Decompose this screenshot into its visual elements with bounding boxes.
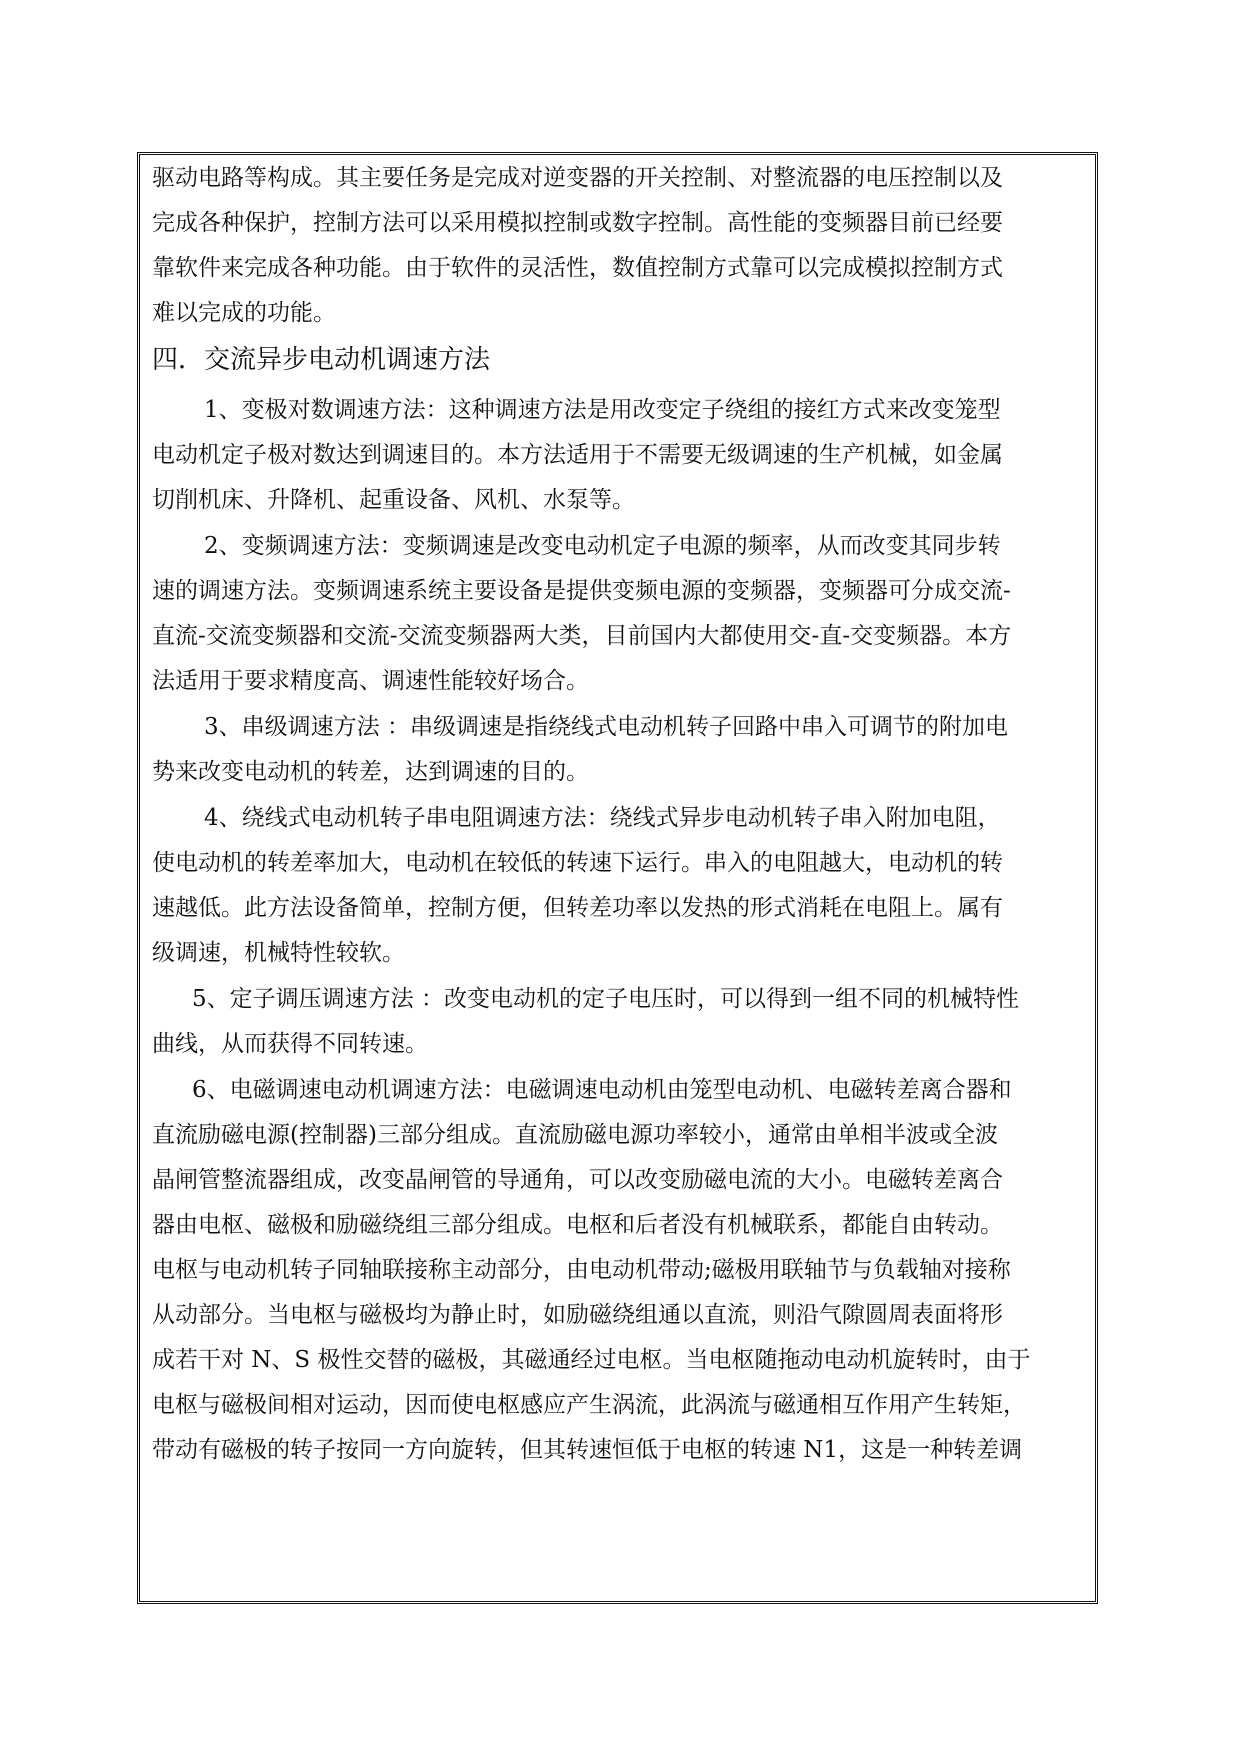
method-5-line-1: 5、定子调压调速方法 ：改变电动机的定子电压时，可以得到一组不同的机械特性 bbox=[192, 986, 1019, 1012]
intro-line-1: 驱动电路等构成。其主要任务是完成对逆变器的开关控制、对整流器的电压控制以及 bbox=[152, 165, 1003, 191]
method-6-line-1: 6、电磁调速电动机调速方法：电磁调速电动机由笼型电动机、电磁转差离合器和 bbox=[192, 1077, 1012, 1103]
intro-line-2: 完成各种保护，控制方法可以采用模拟控制或数字控制。高性能的变频器目前已经要 bbox=[152, 210, 1003, 236]
method-1-line-3: 切削机床、升降机、起重设备、风机、水泵等。 bbox=[152, 487, 635, 513]
section-heading: 四．交流异步电动机调速方法 bbox=[152, 345, 491, 375]
method-6-line-6: 从动部分。当电枢与磁极均为静止时，如励磁绕组通以直流，则沿气隙圆周表面将形 bbox=[152, 1302, 1003, 1328]
method-5-line-2: 曲线，从而获得不同转速。 bbox=[152, 1031, 428, 1057]
method-4-line-3: 速越低。此方法设备简单，控制方便，但转差功率以发热的形式消耗在电阻上。属有 bbox=[152, 895, 1003, 921]
method-4-line-2: 使电动机的转差率加大，电动机在较低的转速下运行。串入的电阻越大，电动机的转 bbox=[152, 850, 1003, 876]
method-4-line-4: 级调速，机械特性较软。 bbox=[152, 940, 405, 966]
method-6-line-5: 电枢与电动机转子同轴联接称主动部分，由电动机带动;磁极用联轴节与负载轴对接称 bbox=[152, 1257, 1011, 1283]
method-3-line-1: 3、串级调速方法 ：串级调速是指绕线式电动机转子回路中串入可调节的附加电 bbox=[204, 714, 1008, 740]
intro-line-3: 靠软件来完成各种功能。由于软件的灵活性，数值控制方式靠可以完成模拟控制方式 bbox=[152, 255, 1003, 281]
method-2-line-2: 速的调速方法。变频调速系统主要设备是提供变频电源的变频器，变频器可分成交流- bbox=[152, 578, 1011, 604]
method-6-line-2: 直流励磁电源(控制器)三部分组成。直流励磁电源功率较小，通常由单相半波或全波 bbox=[152, 1122, 998, 1148]
method-2-line-3: 直流-交流变频器和交流-交流变频器两大类，目前国内大都使用交-直-交变频器。本方 bbox=[152, 623, 1012, 649]
method-6-line-3: 晶闸管整流器组成，改变晶闸管的导通角，可以改变励磁电流的大小。电磁转差离合 bbox=[152, 1167, 1003, 1193]
method-1-line-1: 1、变极对数调速方法：这种调速方法是用改变定子绕组的接红方式来改变笼型 bbox=[204, 397, 1001, 423]
document-frame bbox=[137, 152, 1098, 1604]
method-6-line-7: 成若干对 N、S 极性交替的磁极，其磁通经过电枢。当电枢随拖动电动机旋转时，由于 bbox=[152, 1347, 1031, 1373]
method-1-line-2: 电动机定子极对数达到调速目的。本方法适用于不需要无级调速的生产机械，如金属 bbox=[152, 442, 1003, 468]
method-6-line-8: 电枢与磁极间相对运动，因而使电枢感应产生涡流，此涡流与磁通相互作用产生转矩， bbox=[152, 1392, 1026, 1418]
method-2-line-1: 2、变频调速方法：变频调速是改变电动机定子电源的频率，从而改变其同步转 bbox=[204, 533, 1001, 559]
method-2-line-4: 法适用于要求精度高、调速性能较好场合。 bbox=[152, 668, 589, 694]
intro-line-4: 难以完成的功能。 bbox=[152, 300, 336, 326]
method-6-line-4: 器由电枢、磁极和励磁绕组三部分组成。电枢和后者没有机械联系，都能自由转动。 bbox=[152, 1212, 1003, 1238]
method-3-line-2: 势来改变电动机的转差，达到调速的目的。 bbox=[152, 759, 589, 785]
method-4-line-1: 4、绕线式电动机转子串电阻调速方法：绕线式异步电动机转子串入附加电阻， bbox=[204, 805, 1001, 831]
method-6-line-9: 带动有磁极的转子按同一方向旋转，但其转速恒低于电枢的转速 N1，这是一种转差调 bbox=[152, 1437, 1023, 1463]
